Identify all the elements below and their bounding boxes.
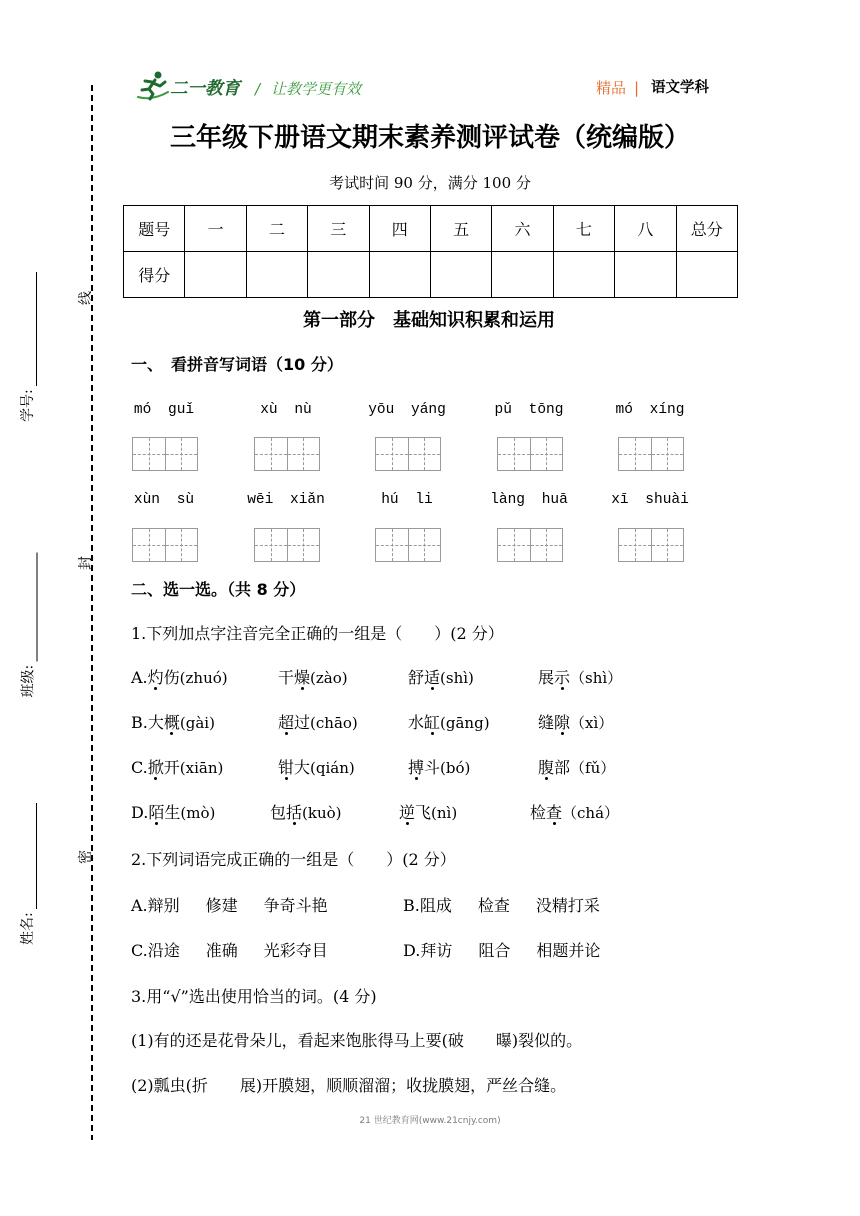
- writing-grid-cell: [133, 529, 165, 561]
- pinyin-annotation: (shì): [440, 669, 474, 687]
- option-word: 相题并论: [536, 941, 601, 960]
- option-word: [278, 758, 355, 778]
- q2-option: [403, 896, 600, 916]
- writing-grid-cell: [376, 529, 408, 561]
- word-char: 缝: [538, 713, 555, 732]
- option-word: [538, 713, 613, 733]
- option-word: [278, 713, 358, 733]
- name-label: 姓名:: [20, 912, 36, 945]
- score-table: [123, 205, 738, 298]
- word-char: 伤: [163, 668, 180, 687]
- option-word: 阻成: [419, 896, 452, 915]
- class-blank[interactable]: [22, 553, 38, 662]
- question-3-item: (2)瓢虫(折 展)开膜翅，顺顺溜溜；收拢膜翅，严丝合缝。: [131, 1076, 567, 1095]
- pinyin-annotation: (gāng): [440, 714, 490, 732]
- option-group: [403, 941, 452, 960]
- writing-grid[interactable]: [254, 437, 320, 471]
- word-char: 大: [147, 713, 164, 732]
- dotted-char: 适: [424, 668, 441, 687]
- question-number-label: 题号: [124, 206, 185, 252]
- option-letter: A.: [131, 668, 148, 687]
- q1-option-row: [131, 758, 731, 803]
- pinyin-annotation: (zào): [310, 669, 348, 687]
- option-word: [399, 803, 457, 823]
- q2-option: [131, 896, 328, 916]
- word-char: 水: [408, 713, 425, 732]
- dotted-char: 掀: [147, 758, 164, 777]
- option-word: [270, 803, 342, 823]
- writing-grid-cell: [408, 529, 441, 561]
- option-word: [278, 668, 348, 688]
- dotted-char: 燥: [294, 668, 311, 687]
- option-word: 拜访: [420, 941, 453, 960]
- option-word: [530, 803, 619, 823]
- pinyin-prompt: yōu yáng: [368, 402, 446, 418]
- q1-option-row: [131, 803, 731, 848]
- name-blank[interactable]: [21, 803, 37, 909]
- pinyin-prompt: xù nù: [260, 402, 312, 418]
- dotted-char: 钳: [278, 758, 295, 777]
- seal-char-secret: 密: [78, 850, 94, 864]
- dotted-char: 括: [286, 803, 303, 822]
- writing-grid-row: [0, 437, 860, 471]
- option-word: 阻合: [478, 941, 511, 960]
- option-letter: B.: [131, 713, 148, 732]
- writing-grid-cell: [133, 438, 165, 470]
- option-word: [408, 668, 474, 688]
- dotted-char: 隙: [554, 713, 571, 732]
- writing-grid-cell: [376, 438, 408, 470]
- writing-grid-cell: [530, 529, 563, 561]
- option-word: [538, 758, 615, 778]
- brand-name: 二一教育: [170, 79, 240, 99]
- pinyin-annotation: (bó): [440, 759, 471, 777]
- tag-separator: |: [634, 79, 640, 97]
- score-blank-cell[interactable]: [246, 252, 307, 298]
- option-letter: D.: [403, 941, 421, 960]
- slogan-divider: /: [255, 80, 261, 98]
- question-number-cell: 二: [246, 206, 307, 252]
- word-char: 开: [163, 758, 180, 777]
- pinyin-annotation: (qián): [310, 759, 355, 777]
- question-3-item: (1)有的还是花骨朵儿，看起来饱胀得马上要(破 曝)裂似的。: [131, 1031, 583, 1050]
- option-word: 沿途: [147, 941, 180, 960]
- option-word: [131, 668, 228, 688]
- dotted-char: 超: [278, 713, 295, 732]
- option-letter: C.: [131, 941, 148, 960]
- word-char: 展: [538, 668, 555, 687]
- dotted-char: 查: [546, 803, 563, 822]
- word-char: 过: [294, 713, 311, 732]
- dotted-char: 缸: [424, 713, 441, 732]
- pinyin-annotation: (zhuó): [179, 669, 228, 687]
- pinyin-annotation: (chāo): [310, 714, 358, 732]
- writing-grid[interactable]: [497, 528, 563, 562]
- section-1-heading: 一、 看拼音写词语（10 分）: [131, 355, 343, 374]
- word-char: 舒: [408, 668, 425, 687]
- option-letter: B.: [403, 896, 420, 915]
- part-title: 第一部分 基础知识积累和运用: [303, 310, 555, 331]
- dotted-char: 腹: [538, 758, 555, 777]
- option-letter: A.: [131, 896, 148, 915]
- word-char: 干: [278, 668, 295, 687]
- writing-grid[interactable]: [375, 528, 441, 562]
- word-char: 斗: [424, 758, 441, 777]
- question-3-prompt: 3.用“√”选出使用恰当的词。(4 分): [131, 987, 377, 1006]
- pinyin-row: [0, 400, 860, 420]
- score-blank-cell[interactable]: [553, 252, 614, 298]
- pinyin-annotation: （fǔ）: [570, 759, 616, 777]
- score-blank-cell[interactable]: [430, 252, 491, 298]
- writing-grid-cell: [651, 438, 684, 470]
- word-char: 检: [530, 803, 547, 822]
- dotted-char: 示: [554, 668, 571, 687]
- q2-option-row: [131, 941, 731, 986]
- seal-char-line: 线: [78, 291, 94, 305]
- question-1-options: [131, 668, 731, 848]
- seal-dashed-line: [90, 85, 94, 1140]
- writing-grid[interactable]: [618, 437, 684, 471]
- pinyin-annotation: (nì): [431, 804, 458, 822]
- question-number-cell: 一: [185, 206, 246, 252]
- writing-grid-cell: [498, 438, 530, 470]
- question-2-options: [131, 896, 731, 986]
- writing-grid-cell: [498, 529, 530, 561]
- score-blank-cell[interactable]: [676, 252, 737, 298]
- option-word: 没精打采: [535, 896, 600, 915]
- option-word: [131, 803, 215, 823]
- option-word: [131, 713, 215, 733]
- subject-tag: 语文学科: [651, 80, 709, 96]
- score-blank-cell[interactable]: [185, 252, 246, 298]
- writing-grid[interactable]: [375, 437, 441, 471]
- word-char: 包: [270, 803, 287, 822]
- writing-grid-row: [0, 528, 860, 562]
- score-blank-cell[interactable]: [615, 252, 676, 298]
- pinyin-prompt: xùn sù: [133, 492, 195, 508]
- student-number-label: 学号:: [20, 389, 36, 422]
- dotted-char: 逆: [399, 803, 416, 822]
- writing-grid-cell: [255, 529, 287, 561]
- option-word: [538, 668, 622, 688]
- word-char: 大: [294, 758, 311, 777]
- dotted-char: 概: [163, 713, 180, 732]
- pinyin-annotation: (xiān): [179, 759, 224, 777]
- exam-info: 考试时间 90 分，满分 100 分: [329, 174, 531, 192]
- option-group: [131, 896, 180, 915]
- option-letter: D.: [131, 803, 149, 822]
- question-number-cell: 总分: [676, 206, 737, 252]
- writing-grid-cell: [287, 438, 320, 470]
- class-field: [20, 553, 38, 698]
- writing-grid[interactable]: [132, 528, 198, 562]
- writing-grid-cell: [530, 438, 563, 470]
- option-group: [403, 896, 452, 915]
- word-char: 飞: [415, 803, 432, 822]
- pinyin-annotation: (gài): [179, 714, 215, 732]
- writing-grid-cell: [255, 438, 287, 470]
- pinyin-prompt: mó xíng: [615, 402, 685, 418]
- word-char: 生: [164, 803, 181, 822]
- writing-grid-cell: [165, 529, 198, 561]
- seal-char-seal: 封: [78, 556, 94, 570]
- option-letter: C.: [131, 758, 148, 777]
- writing-grid[interactable]: [618, 528, 684, 562]
- score-blank-cell[interactable]: [492, 252, 553, 298]
- score-label: 得分: [124, 252, 185, 298]
- option-word: 辩别: [147, 896, 180, 915]
- option-word: 争奇斗艳: [263, 896, 328, 915]
- dotted-char: 灼: [147, 668, 164, 687]
- q1-option-row: [131, 668, 731, 713]
- score-blank-cell[interactable]: [369, 252, 430, 298]
- option-group: [131, 941, 180, 960]
- option-word: 光彩夺目: [263, 941, 328, 960]
- footer-source: 21 世纪教育网(www.21cnjy.com): [359, 1116, 501, 1126]
- writing-grid[interactable]: [497, 437, 563, 471]
- class-label: 班级:: [20, 664, 37, 698]
- brand-slogan: 让教学更有效: [271, 80, 362, 98]
- question-2-prompt: 2.下列词语完成正确的一组是（ ）(2 分）: [131, 850, 456, 869]
- pinyin-annotation: (mò): [180, 804, 216, 822]
- question-number-cell: 三: [308, 206, 369, 252]
- score-row: [124, 252, 738, 298]
- section-2-heading: 二、选一选。（共 8 分）: [131, 580, 306, 599]
- q2-option: [131, 941, 328, 961]
- question-number-cell: 七: [553, 206, 614, 252]
- pinyin-annotation: (kuò): [302, 804, 342, 822]
- pinyin-prompt: mó guǐ: [133, 402, 195, 418]
- option-word: 准确: [205, 941, 238, 960]
- option-word: [408, 758, 470, 778]
- q2-option: [403, 941, 600, 961]
- running-figure-icon: [136, 70, 170, 102]
- option-word: 检查: [477, 896, 510, 915]
- pinyin-annotation: （shì）: [570, 669, 623, 687]
- question-1-prompt: 1.下列加点字注音完全正确的一组是（ ）(2 分）: [131, 624, 504, 643]
- writing-grid-cell: [619, 529, 651, 561]
- option-word: [131, 758, 223, 778]
- question-number-cell: 六: [492, 206, 553, 252]
- option-word: [408, 713, 490, 733]
- writing-grid[interactable]: [132, 437, 198, 471]
- question-number-cell: 五: [430, 206, 491, 252]
- q1-option-row: [131, 713, 731, 758]
- question-number-row: [124, 206, 738, 252]
- name-field: [19, 803, 37, 945]
- pinyin-row: [0, 490, 860, 510]
- dotted-char: 陌: [148, 803, 165, 822]
- writing-grid-cell: [619, 438, 651, 470]
- pinyin-prompt: hú li: [381, 492, 433, 508]
- option-word: 修建: [205, 896, 238, 915]
- writing-grid-cell: [165, 438, 198, 470]
- q2-option-row: [131, 896, 731, 941]
- score-blank-cell[interactable]: [308, 252, 369, 298]
- writing-grid[interactable]: [254, 528, 320, 562]
- question-number-cell: 四: [369, 206, 430, 252]
- pinyin-prompt: làng huā: [490, 492, 568, 508]
- word-char: 部: [554, 758, 571, 777]
- writing-grid-cell: [408, 438, 441, 470]
- dotted-char: 搏: [408, 758, 425, 777]
- pinyin-prompt: xī shuài: [611, 492, 689, 508]
- writing-grid-cell: [651, 529, 684, 561]
- writing-grid-cell: [287, 529, 320, 561]
- pinyin-prompt: pǔ tōng: [494, 402, 564, 418]
- premium-tag: 精品: [596, 79, 627, 97]
- question-number-cell: 八: [615, 206, 676, 252]
- page-title: 三年级下册语文期末素养测评试卷（统编版）: [169, 123, 690, 153]
- pinyin-annotation: （chá）: [562, 804, 620, 822]
- pinyin-annotation: （xì）: [570, 714, 614, 732]
- pinyin-prompt: wēi xiǎn: [247, 492, 325, 508]
